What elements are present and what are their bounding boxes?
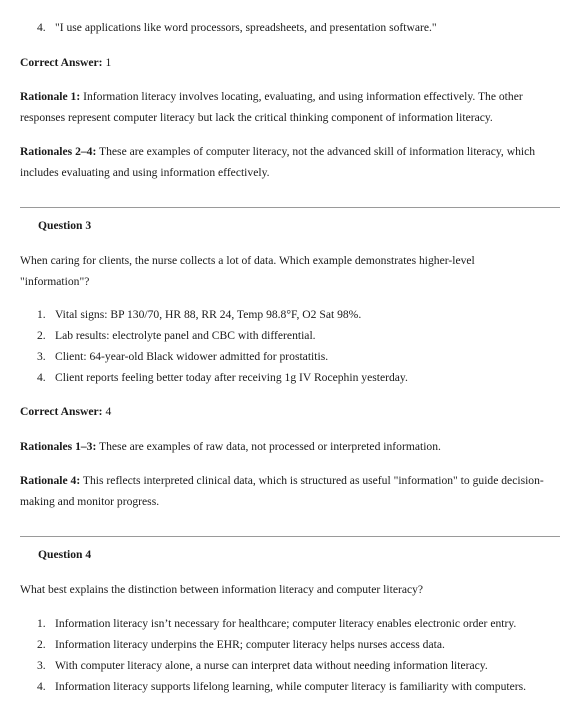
option-text: Vital signs: BP 130/70, HR 88, RR 24, Temp 98.8°F, O2 Sat 98%. bbox=[55, 308, 362, 321]
rationale-label: Rationales 1–3: bbox=[20, 440, 97, 453]
option-text: Information literacy underpins the EHR; computer literacy helps nurses access data. bbox=[55, 638, 445, 651]
q3-option-1 bbox=[37, 304, 552, 325]
q4-stem: What best explains the distinction between information literacy and computer literacy? bbox=[20, 583, 424, 596]
option-number: 1. bbox=[37, 617, 46, 630]
q3-option-2 bbox=[37, 325, 552, 346]
q3-stem: When caring for clients, the nurse collects a lot of data. Which example demonstrates higher-level "information"? bbox=[20, 254, 475, 288]
question-3-heading: Question 3 bbox=[38, 219, 92, 232]
option-number: 3. bbox=[37, 350, 46, 363]
option-number: 1. bbox=[37, 308, 46, 321]
option-number: 2. bbox=[37, 329, 46, 342]
rationale-label: Rationales 2–4: bbox=[20, 145, 97, 158]
option-number: 3. bbox=[37, 659, 46, 672]
q2-rationale-1 bbox=[20, 86, 546, 128]
answer-label: Correct Answer: bbox=[20, 56, 103, 69]
option-text: Client: 64-year-old Black widower admitted for prostatitis. bbox=[55, 350, 329, 363]
option-text: With computer literacy alone, a nurse can interpret data without needing information literacy. bbox=[55, 659, 488, 672]
q3-rationale-1 bbox=[20, 436, 546, 457]
rationale-label: Rationale 4: bbox=[20, 474, 81, 487]
q3-rationale-4 bbox=[20, 470, 546, 512]
rationale-text: This reflects interpreted clinical data, which is structured as useful "information" to guide decision-making and monitor progress. bbox=[20, 474, 544, 508]
section-divider bbox=[20, 207, 560, 208]
q4-option-2 bbox=[37, 634, 552, 655]
rationale-text: These are examples of raw data, not processed or interpreted information. bbox=[99, 440, 441, 453]
q3-option-4 bbox=[37, 367, 552, 388]
q4-option-4 bbox=[37, 676, 552, 697]
option-text: Information literacy isn’t necessary for healthcare; computer literacy enables electronic order entry. bbox=[55, 617, 517, 630]
q3-option-3 bbox=[37, 346, 552, 367]
q2-rationale-2 bbox=[20, 141, 546, 183]
option-number: 2. bbox=[37, 638, 46, 651]
answer-label: Correct Answer: bbox=[20, 405, 103, 418]
rationale-text: These are examples of computer literacy, not the advanced skill of information literacy, which includes evaluating and using information effectively. bbox=[20, 145, 536, 179]
rationale-text: Information literacy involves locating, evaluating, and using information effectively. The other responses represent computer literacy but lack the critical thinking component of information literacy. bbox=[20, 90, 523, 124]
answer-value: 1 bbox=[105, 56, 112, 69]
q3-correct-answer bbox=[20, 401, 546, 422]
q4-option-1 bbox=[37, 613, 552, 634]
option-text: Lab results: electrolyte panel and CBC with differential. bbox=[55, 329, 316, 342]
option-text: "I use applications like word processors, spreadsheets, and presentation software." bbox=[55, 21, 437, 34]
answer-value: 4 bbox=[105, 405, 112, 418]
section-divider bbox=[20, 536, 560, 537]
q2-option-4 bbox=[37, 17, 552, 38]
option-number: 4. bbox=[37, 21, 46, 34]
option-number: 4. bbox=[37, 680, 46, 693]
rationale-label: Rationale 1: bbox=[20, 90, 81, 103]
q2-correct-answer bbox=[20, 52, 546, 73]
option-text: Information literacy supports lifelong learning, while computer literacy is familiarity with computers. bbox=[55, 680, 527, 693]
option-text: Client reports feeling better today after receiving 1g IV Rocephin yesterday. bbox=[55, 371, 408, 384]
question-4-heading: Question 4 bbox=[38, 548, 92, 561]
q4-option-3 bbox=[37, 655, 552, 676]
option-number: 4. bbox=[37, 371, 46, 384]
